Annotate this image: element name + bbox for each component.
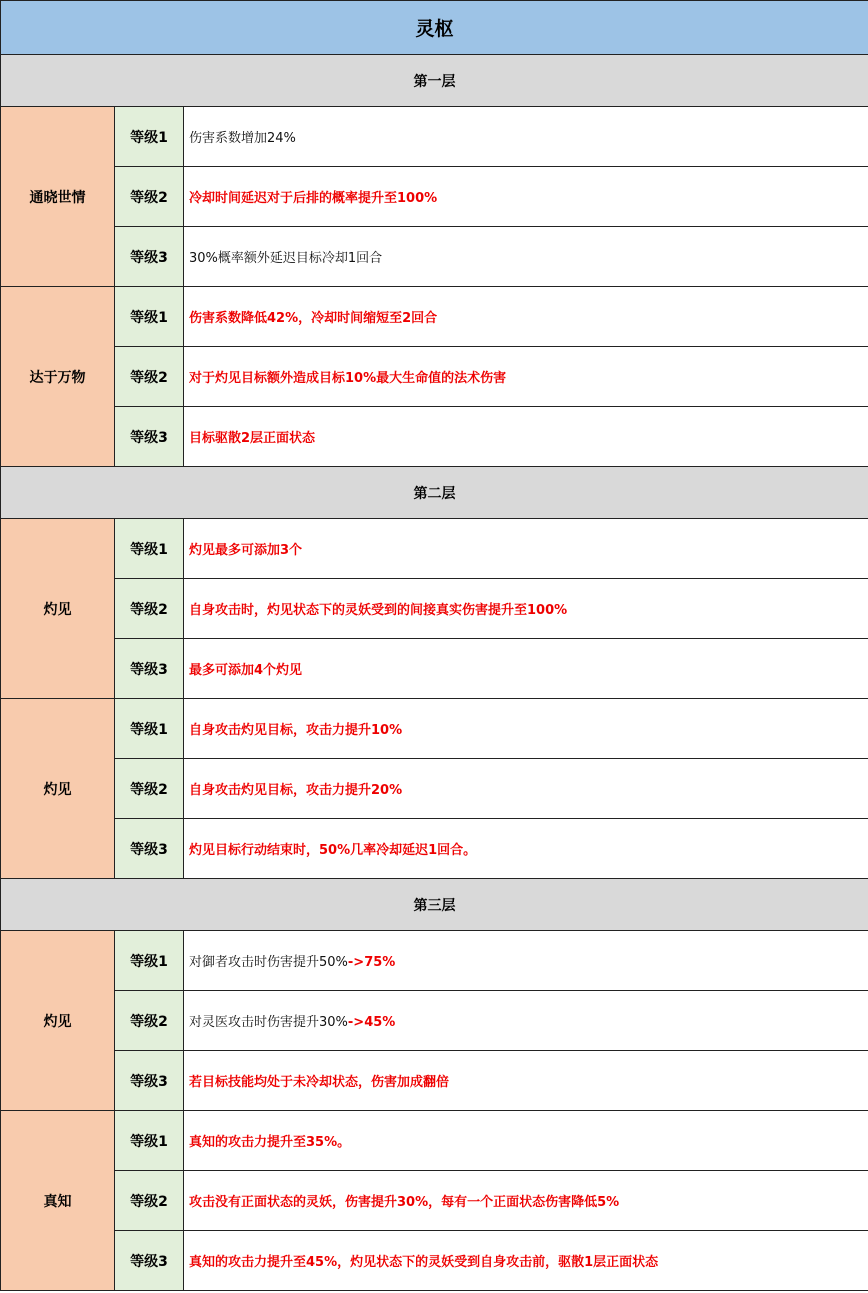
layer-header: 第一层: [1, 55, 868, 107]
level-label: 等级2: [115, 991, 184, 1051]
table-row: [1, 639, 868, 699]
skill-name: 灼见: [1, 699, 115, 879]
highlight-text: ->75%: [347, 955, 396, 970]
level-label: 等级2: [115, 347, 184, 407]
level-label: 等级1: [115, 1111, 184, 1171]
level-description: [184, 759, 868, 819]
level-description: [184, 1111, 868, 1171]
level-label: 等级1: [115, 519, 184, 579]
table-row: [1, 991, 868, 1051]
level-label: 等级1: [115, 699, 184, 759]
highlight-text: 伤害系数降低42%，冷却时间缩短至2回合: [189, 311, 438, 326]
level-label: 等级1: [115, 287, 184, 347]
level-label: 等级3: [115, 407, 184, 467]
level-description: [184, 287, 868, 347]
highlight-text: ->45%: [347, 1015, 396, 1030]
level-label: 等级3: [115, 1231, 184, 1291]
level-label: 等级2: [115, 167, 184, 227]
level-description: [184, 1171, 868, 1231]
table-title: 灵枢: [1, 1, 868, 55]
table-row: [1, 1171, 868, 1231]
level-label: 等级2: [115, 579, 184, 639]
table-row: [1, 167, 868, 227]
level-label: 等级1: [115, 931, 184, 991]
highlight-text: 灼见目标行动结束时，50%几率冷却延迟1回合。: [189, 843, 477, 858]
level-label: 等级1: [115, 107, 184, 167]
level-description: [184, 167, 868, 227]
highlight-text: 若目标技能均处于未冷却状态，伤害加成翻倍: [189, 1075, 450, 1090]
level-label: 等级2: [115, 1171, 184, 1231]
level-description: [184, 407, 868, 467]
highlight-text: 真知的攻击力提升至45%，灼见状态下的灵妖受到自身攻击前，驱散1层正面状态: [189, 1255, 659, 1270]
table-row: [1, 759, 868, 819]
table-row: [1, 227, 868, 287]
layer-header: 第三层: [1, 879, 868, 931]
description-text: 对灵医攻击时伤害提升30%: [189, 1015, 348, 1030]
table-row: [1, 1111, 868, 1171]
table-row: [1, 699, 868, 759]
table-row: [1, 107, 868, 167]
table-row: [1, 407, 868, 467]
highlight-text: 自身攻击灼见目标，攻击力提升20%: [189, 783, 403, 798]
description-text: 30%概率额外延迟目标冷却1回合: [189, 251, 383, 266]
description-text: 伤害系数增加24%: [189, 131, 296, 146]
level-description: [184, 227, 868, 287]
level-label: 等级3: [115, 1051, 184, 1111]
table-row: [1, 287, 868, 347]
level-description: [184, 347, 868, 407]
level-description: [184, 991, 868, 1051]
level-label: 等级3: [115, 639, 184, 699]
skill-table-body: [1, 1, 868, 1291]
level-description: [184, 639, 868, 699]
level-description: [184, 107, 868, 167]
level-description: [184, 519, 868, 579]
highlight-text: 攻击没有正面状态的灵妖，伤害提升30%，每有一个正面状态伤害降低5%: [189, 1195, 620, 1210]
highlight-text: 自身攻击时，灼见状态下的灵妖受到的间接真实伤害提升至100%: [189, 603, 568, 618]
level-description: [184, 931, 868, 991]
table-row: [1, 1231, 868, 1291]
table-row: [1, 519, 868, 579]
level-description: [184, 699, 868, 759]
highlight-text: 真知的攻击力提升至35%。: [189, 1135, 351, 1150]
skill-name: 达于万物: [1, 287, 115, 467]
level-description: [184, 819, 868, 879]
table-row: [1, 819, 868, 879]
highlight-text: 对于灼见目标额外造成目标10%最大生命值的法术伤害: [189, 371, 507, 386]
level-label: 等级2: [115, 759, 184, 819]
layer-header: 第二层: [1, 467, 868, 519]
highlight-text: 目标驱散2层正面状态: [189, 431, 316, 446]
highlight-text: 自身攻击灼见目标，攻击力提升10%: [189, 723, 403, 738]
highlight-text: 灼见最多可添加3个: [189, 543, 303, 558]
skill-name: 真知: [1, 1111, 115, 1291]
table-row: [1, 931, 868, 991]
highlight-text: 冷却时间延迟对于后排的概率提升至100%: [189, 191, 438, 206]
skill-name: 灼见: [1, 931, 115, 1111]
table-row: [1, 579, 868, 639]
level-description: [184, 579, 868, 639]
level-label: 等级3: [115, 227, 184, 287]
level-description: [184, 1051, 868, 1111]
skill-name: 灼见: [1, 519, 115, 699]
table-row: [1, 347, 868, 407]
level-label: 等级3: [115, 819, 184, 879]
description-text: 对御者攻击时伤害提升50%: [189, 955, 348, 970]
highlight-text: 最多可添加4个灼见: [189, 663, 303, 678]
level-description: [184, 1231, 868, 1291]
skill-name: 通晓世情: [1, 107, 115, 287]
table-row: [1, 1051, 868, 1111]
